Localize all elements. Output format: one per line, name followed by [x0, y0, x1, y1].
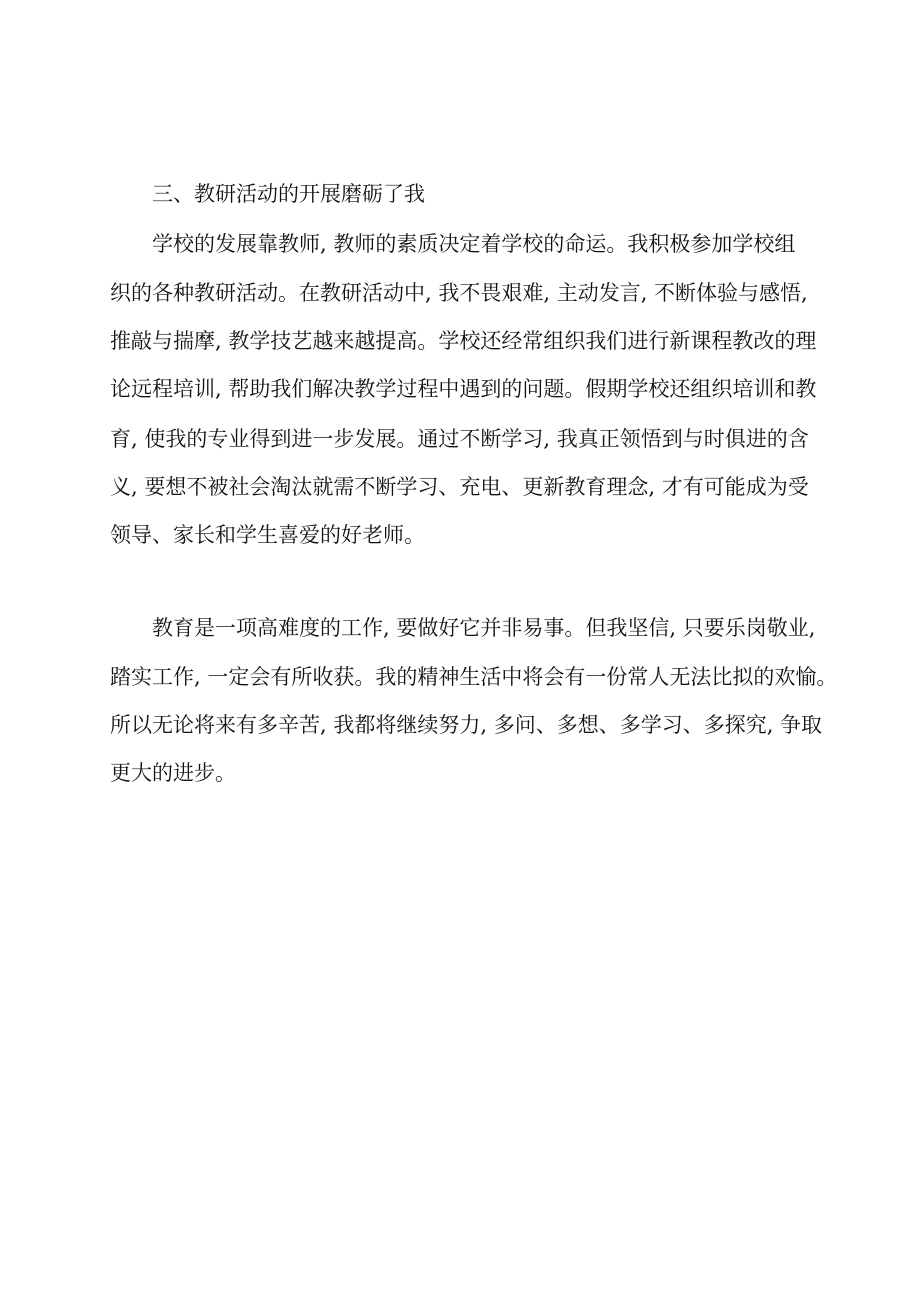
paragraph-1-line: 义, 要想不被社会淘汰就需不断学习、充电、更新教育理念, 才有可能成为受 [110, 475, 809, 499]
paragraph-1-line: 论远程培训, 帮助我们解决教学过程中遇到的问题。假期学校还组织培训和教 [110, 377, 817, 401]
paragraph-1-line: 育, 使我的专业得到进一步发展。通过不断学习, 我真正领悟到与时俱进的含 [110, 427, 809, 451]
paragraph-2-line: 踏实工作, 一定会有所收获。我的精神生活中将会有一份常人无法比拟的欢愉。 [110, 665, 838, 689]
paragraph-1-line: 推敲与揣摩, 教学技艺越来越提高。学校还经常组织我们进行新课程教改的理 [110, 329, 817, 353]
paragraph-2-line: 所以无论将来有多辛苦, 我都将继续努力, 多问、多想、多学习、多探究, 争取 [110, 713, 823, 737]
paragraph-2-line: 更大的进步。 [110, 761, 236, 785]
paragraph-2-line: 教育是一项高难度的工作, 要做好它并非易事。但我坚信, 只要乐岗敬业, [152, 616, 816, 640]
paragraph-1-line: 织的各种教研活动。在教研活动中, 我不畏艰难, 主动发言, 不断体验与感悟, [110, 281, 808, 305]
paragraph-1-line: 领导、家长和学生喜爱的好老师。 [110, 523, 425, 547]
section-heading: 三、教研活动的开展磨砺了我 [152, 182, 425, 206]
paragraph-1-line: 学校的发展靠教师, 教师的素质决定着学校的命运。我积极参加学校组 [152, 232, 796, 256]
